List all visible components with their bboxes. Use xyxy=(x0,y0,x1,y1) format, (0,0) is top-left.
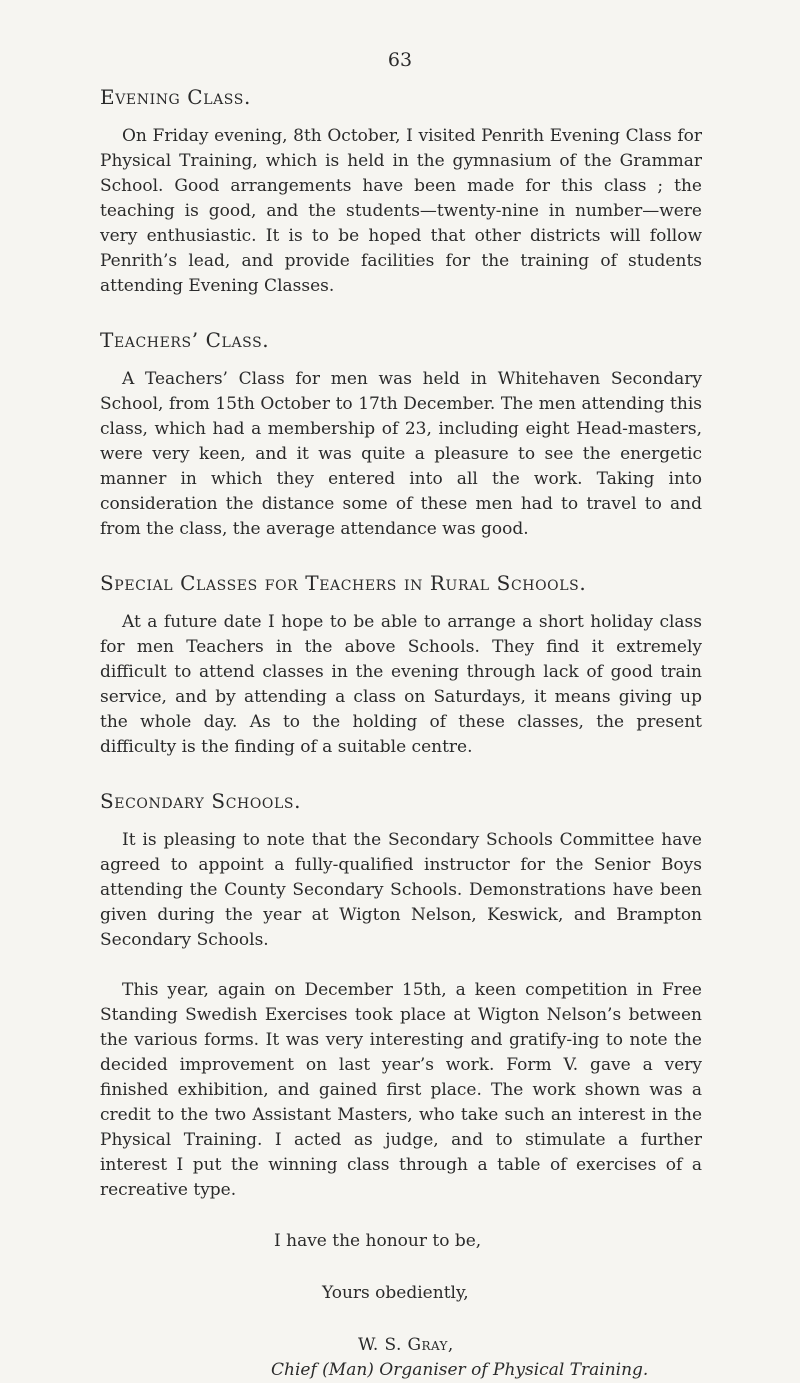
section-secondary-schools xyxy=(100,789,702,1203)
page-number: 63 xyxy=(387,49,413,71)
paragraph: On Friday evening, 8th October, I visited Penrith Evening Class for Physical Training, which is held in the gymnasium of the Grammar School. Good arrangements have been made for this class ; the teaching is good, and the students—twenty-nine in number—were very enthusiastic. It is to be hoped that other districts will follow Penrith’s lead, and provide facilities for the training of students attending Evening Classes. xyxy=(100,126,702,296)
closing-salutation: I have the honour to be, xyxy=(274,1231,482,1251)
report-body xyxy=(100,85,702,1383)
section-special-classes xyxy=(100,571,702,760)
paragraph: It is pleasing to note that the Secondary Schools Committee have agreed to appoint a fully-qualified instructor for the Senior Boys attending the County Secondary Schools. Demonstrations have been given during the year at Wigton Nelson, Keswick, and Brampton Secondary Schools. xyxy=(100,830,702,950)
signature-text: W. S. Gray, xyxy=(358,1335,454,1355)
section-heading: Special Classes for Teachers in Rural Schools. xyxy=(100,571,587,595)
paragraph: This year, again on December 15th, a keen competition in Free Standing Swedish Exercises took place at Wigton Nelson’s between the various forms. It was very interesting and gratify-ing to note the decided improvement on last year’s work. Form V. gave a very finished exhibition, and gained first place. The work shown was a credit to the two Assistant Masters, who take such an interest in the Physical Training. I acted as judge, and to stimulate a further interest I put the winning class through a table of exercises of a recreative type. xyxy=(100,980,702,1200)
section-heading: Teachers’ Class. xyxy=(100,328,270,352)
section-heading: Secondary Schools. xyxy=(100,789,302,813)
signature-title: Chief (Man) Organiser of Physical Training. xyxy=(271,1360,649,1380)
paragraph: A Teachers’ Class for men was held in Whitehaven Secondary School, from 15th October to 17th December. The men attending this class, which had a membership of 23, including eight Head-masters, were very keen, and it was quite a pleasure to see the energetic manner in which they entered into all the work. Taking into consideration the distance some of these men had to travel to and from the class, the average attendance was good. xyxy=(100,369,702,539)
paragraph: At a future date I hope to be able to arrange a short holiday class for men Teachers in the above Schools. They find it extremely difficult to attend classes in the evening through lack of good train service, and by attending a class on Saturdays, it means giving up the whole day. As to the holding of these classes, the present difficulty is the finding of a suitable centre. xyxy=(100,612,702,757)
section-teachers-class xyxy=(100,328,702,542)
signature-name xyxy=(100,1333,702,1358)
closing-block xyxy=(100,1229,702,1383)
section-evening-class xyxy=(100,85,702,299)
closing-valediction: Yours obediently, xyxy=(322,1283,469,1303)
section-heading: Evening Class. xyxy=(100,85,251,109)
